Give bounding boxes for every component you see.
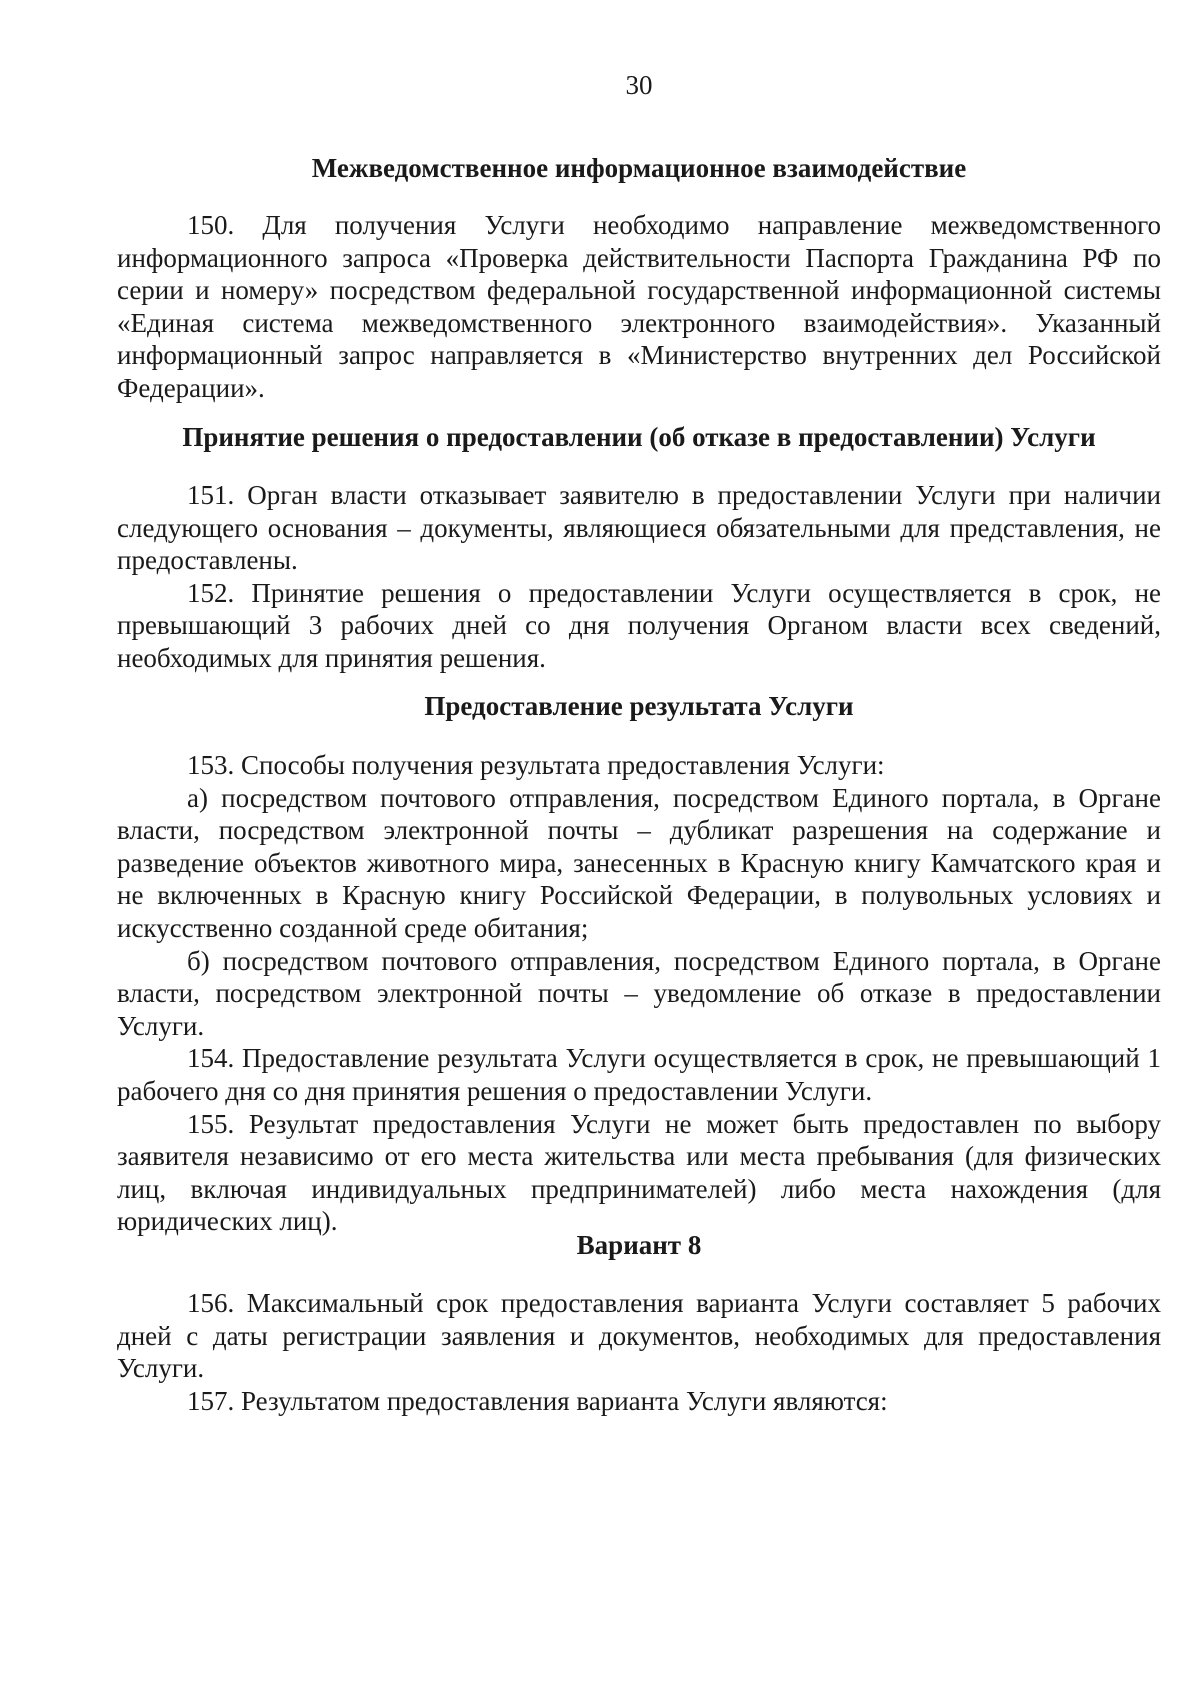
- section-heading: Принятие решения о предоставлении (об отказе в предоставлении) Услуги: [182, 422, 1096, 452]
- section-variant-8: [117, 1229, 1161, 1261]
- paragraph-153-a: а) посредством почтового отправления, посредством Единого портала, в Органе власти, посредством электронной почты – дубликат разрешения на содержание и разведение объектов животного мира, занесенных в Красную книгу Камчатского края и не включенных в Красную книгу Российской Федерации, в полувольных условиях и искусственно созданной среде обитания;: [117, 782, 1161, 943]
- paragraph-157: 157. Результатом предоставления варианта Услуги являются:: [187, 1385, 888, 1416]
- document-page: [117, 0, 1161, 1697]
- paragraph-152: 152. Принятие решения о предоставлении Услуги осуществляется в срок, не превышающий 3 рабочих дней со дня получения Органом власти всех сведений, необходимых для принятия решения.: [117, 577, 1161, 673]
- section-heading: Межведомственное информационное взаимодействие: [311, 153, 967, 183]
- paragraph-155: 155. Результат предоставления Услуги не может быть предоставлен по выбору заявителя независимо от его места жительства или места пребывания (для физических лиц, включая индивидуальных предпринимателей) либо места нахождения (для юридических лиц).: [117, 1108, 1161, 1237]
- paragraph-154: 154. Предоставление результата Услуги осуществляется в срок, не превышающий 1 рабочего дня со дня принятия решения о предоставлении Услуги.: [117, 1043, 1161, 1106]
- paragraph-151: 151. Орган власти отказывает заявителю в предоставлении Услуги при наличии следующего основания – документы, являющиеся обязательными для представления, не предоставлены.: [117, 480, 1161, 576]
- section-result: [117, 690, 1161, 722]
- section-interagency-body: [117, 209, 1161, 405]
- section-result-body: [117, 749, 1161, 1238]
- paragraph-153-b: б) посредством почтового отправления, посредством Единого портала, в Органе власти, посредством электронной почты – уведомление об отказе в предоставлении Услуги.: [117, 945, 1161, 1041]
- section-interagency: [117, 152, 1161, 184]
- paragraph-150: 150. Для получения Услуги необходимо направление межведомственного информационного запроса «Проверка действительности Паспорта Гражданина РФ по серии и номеру» посредством федеральной государственной информационной системы «Единая система межведомственного электронного взаимодействия». Указанный информационный запрос направляется в «Министерство внутренних дел Российской Федерации».: [117, 210, 1161, 403]
- section-decision: [117, 421, 1161, 453]
- section-variant-8-body: [117, 1287, 1161, 1417]
- paragraph-156: 156. Максимальный срок предоставления варианта Услуги составляет 5 рабочих дней с даты регистрации заявления и документов, необходимых для предоставления Услуги.: [117, 1288, 1161, 1384]
- section-decision-body: [117, 479, 1161, 675]
- paragraph-153: 153. Способы получения результата предоставления Услуги:: [187, 750, 885, 780]
- section-heading: Вариант 8: [576, 1230, 702, 1260]
- section-heading: Предоставление результата Услуги: [424, 691, 854, 721]
- page-number: 30: [625, 70, 653, 100]
